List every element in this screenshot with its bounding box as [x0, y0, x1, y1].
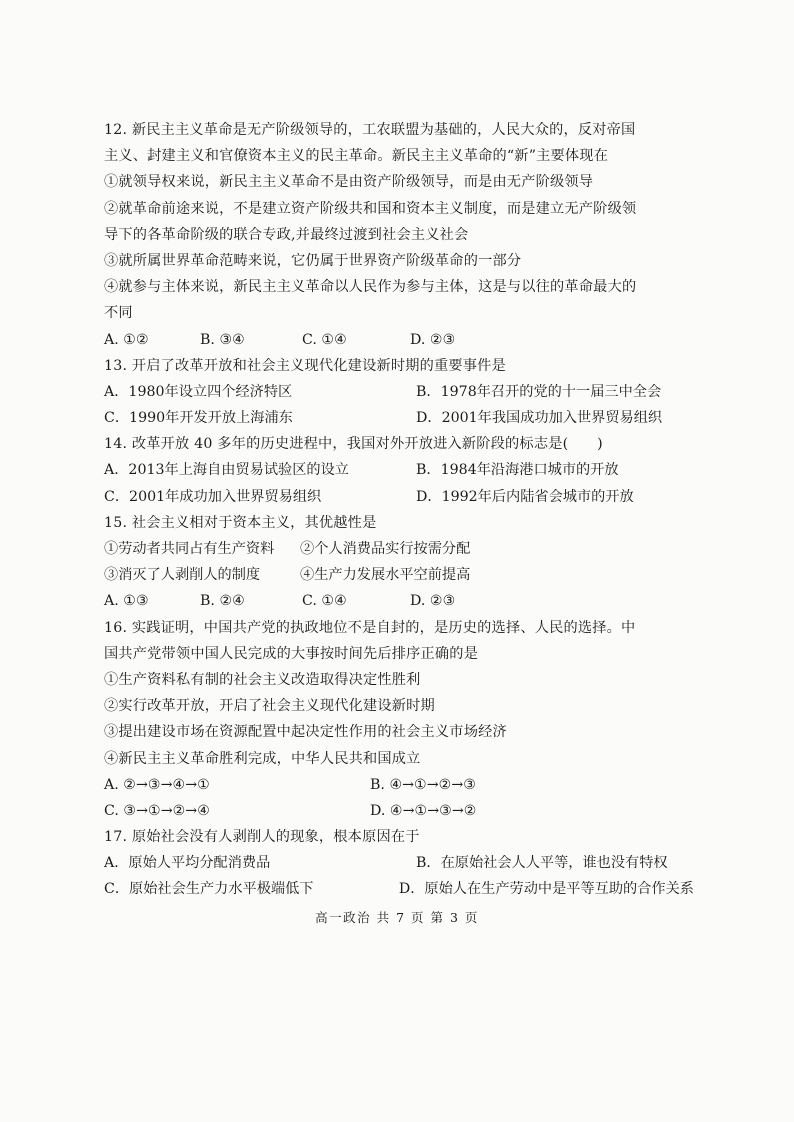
q15-option-d[interactable]: D. ②③ [410, 593, 456, 610]
q13-options-row2 [104, 405, 694, 431]
q17-stem: 17. 原始社会没有人剥削人的现象，根本原因在于 [104, 829, 420, 846]
q12-option-c[interactable]: C. ①④ [302, 331, 347, 348]
q12-option-b[interactable]: B. ③④ [200, 331, 245, 348]
q16-stem-line2: 国共产党带领中国人民完成的大事按时间先后排序正确的是 [104, 645, 479, 662]
q16-option-c[interactable]: C. ③→①→②→④ [104, 802, 210, 819]
q12-options [104, 327, 694, 353]
q15-stem: 15. 社会主义相对于资本主义，其优越性是 [104, 514, 377, 531]
q13-option-b[interactable]: B．1978年召开的党的十一届三中全会 [416, 383, 662, 400]
q14-option-a[interactable]: A．2013年上海自由贸易试验区的设立 [104, 462, 349, 479]
q16-statement-2: ②实行改革开放，开启了社会主义现代化建设新时期 [104, 698, 435, 715]
q15-option-c[interactable]: C. ①④ [302, 593, 347, 610]
q13-option-c[interactable]: C．1990年开发开放上海浦东 [104, 410, 293, 427]
q15-statements-row1 [104, 536, 694, 562]
q13-option-d[interactable]: D．2001年我国成功加入世界贸易组织 [416, 410, 663, 427]
q15-option-a[interactable]: A. ①③ [104, 593, 149, 610]
q17-options-row2 [104, 876, 694, 902]
q16-stem-line1: 16. 实践证明，中国共产党的执政地位不是自封的，是历史的选择、人民的选择。中 [104, 619, 636, 636]
q14-option-c[interactable]: C．2001年成功加入世界贸易组织 [104, 488, 322, 505]
q12-statement-2-line2: 导下的各革命阶级的联合专政,并最终过渡到社会主义社会 [104, 226, 469, 243]
q16-option-d[interactable]: D. ④→①→③→② [370, 802, 477, 819]
q17-option-b[interactable]: B．在原始社会人人平等，谁也没有特权 [416, 855, 668, 872]
q12-stem-line1: 12. 新民主主义革命是无产阶级领导的，工农联盟为基础的，人民大众的，反对帝国 [104, 122, 636, 138]
q14-option-d[interactable]: D．1992年后内陆省会城市的开放 [416, 488, 634, 505]
q14-options-row2 [104, 484, 694, 510]
q12-statement-3: ③就所属世界革命范畴来说，它仍属于世界资产阶级革命的一部分 [104, 252, 522, 269]
q15-statement-1: ①劳动者共同占有生产资料 [104, 541, 275, 557]
q12-option-a[interactable]: A. ①② [104, 331, 149, 348]
q12-option-d[interactable]: D. ②③ [410, 331, 456, 348]
q14-stem: 14. 改革开放 40 多年的历史进程中，我国对外开放进入新阶段的标志是( ) [104, 436, 603, 453]
q13-options-row1 [104, 379, 694, 405]
q17-option-d[interactable]: D．原始人在生产劳动中是平等互助的合作关系 [398, 881, 694, 898]
q13-stem: 13. 开启了改革开放和社会主义现代化建设新时期的重要事件是 [104, 357, 506, 374]
q16-options-row1 [104, 772, 694, 798]
q14-options-row1 [104, 457, 694, 483]
q17-options-row1 [104, 850, 694, 876]
q12-statement-1: ①就领导权来说，新民主主义革命不是由资产阶级领导，而是由无产阶级领导 [104, 174, 594, 191]
q12-statement-4-line1: ④就参与主体来说，新民主主义革命以人民作为参与主体，这是与以往的革命最大的 [104, 279, 637, 296]
q16-option-a[interactable]: A. ②→③→④→① [104, 776, 210, 793]
page-footer: 高一政治 共 7 页 第 3 页 [315, 910, 479, 925]
q15-statement-4: ④生产力发展水平空前提高 [300, 567, 471, 584]
q16-statement-1: ①生产资料私有制的社会主义改造取得决定性胜利 [104, 671, 421, 688]
q17-option-a[interactable]: A．原始人平均分配消费品 [104, 855, 271, 872]
q12-statement-2-line1: ②就革命前途来说，不是建立资产阶级共和国和资本主义制度，而是建立无产阶级领 [104, 200, 637, 217]
q15-statements-row2 [104, 562, 694, 588]
q12-statement-4-line2: 不同 [104, 305, 133, 322]
q15-statement-2: ②个人消费品实行按需分配 [300, 541, 471, 557]
exam-content [104, 117, 694, 903]
q15-statement-3: ③消灭了人剥削人的制度 [104, 567, 261, 584]
q12-stem-line2: 主义、封建主义和官僚资本主义的民主革命。新民主主义革命的“新”主要体现在 [104, 148, 609, 165]
q14-option-b[interactable]: B．1984年沿海港口城市的开放 [416, 462, 619, 479]
q16-statement-4: ④新民主主义革命胜利完成，中华人民共和国成立 [104, 750, 421, 767]
q15-options [104, 588, 694, 614]
q13-option-a[interactable]: A．1980年设立四个经济特区 [104, 383, 293, 400]
q16-option-b[interactable]: B. ④→①→②→③ [370, 776, 476, 793]
q16-options-row2 [104, 798, 694, 824]
q16-statement-3: ③提出建设市场在资源配置中起决定性作用的社会主义市场经济 [104, 724, 507, 741]
q17-option-c[interactable]: C．原始社会生产力水平极端低下 [104, 881, 314, 898]
q15-option-b[interactable]: B. ②④ [200, 593, 245, 610]
